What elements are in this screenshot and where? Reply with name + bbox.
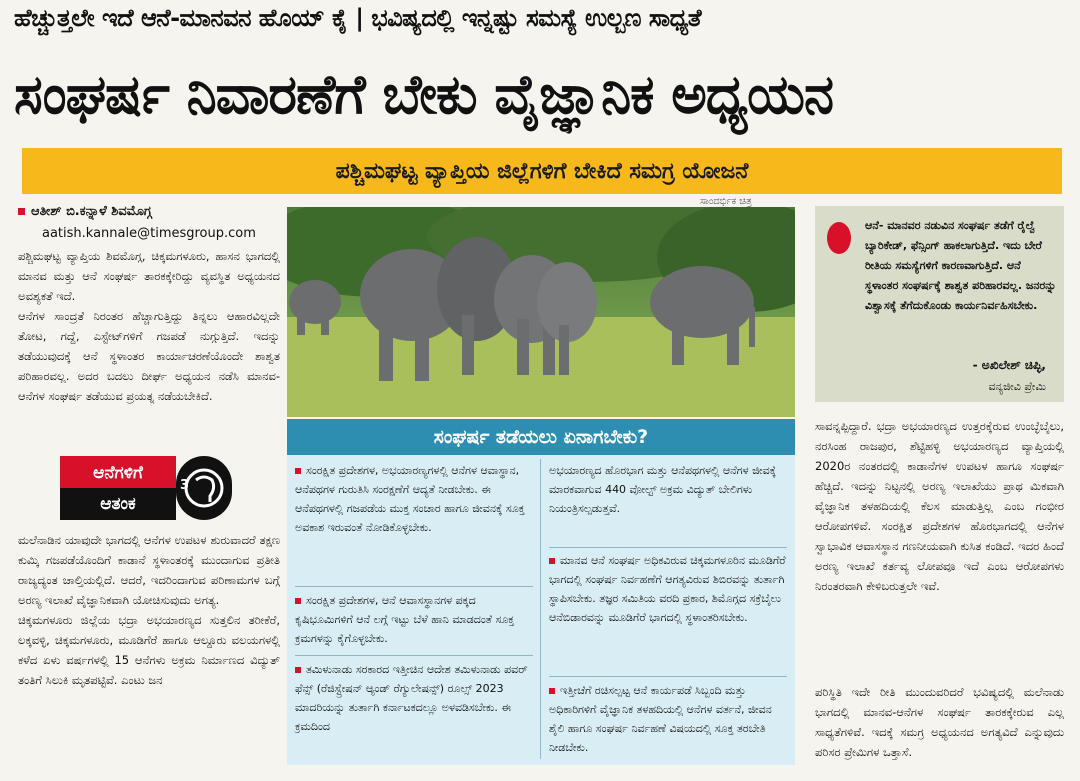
subheadline-banner: ಪಶ್ಚಿಮಘಟ್ಟ ವ್ಯಾಪ್ತಿಯ ಜಿಲ್ಲೆಗಳಿಗೆ ಬೇಕಿದೆ ಸಮಗ್ರ ಯೋಜನೆ (22, 148, 1062, 194)
box-item (295, 591, 533, 653)
box-item-continued: ಅಭಯಾರಣ್ಯದ ಹೊರಭಾಗ ಮತ್ತು ಆನೆಪಥಗಳಲ್ಲಿ ಆನೆಗಳ ಜೀವಕ್ಕೆ ಮಾರಕವಾಗುವ 440 ವೋಲ್ಟ್ ಅಕ್ರಮ ವಿದ್ಯುತ್ ಬೇಲಿಗಳು ನಿಯಂತ್ರಿಸಲ್ಪಡುತ್ತವೆ. (549, 464, 777, 515)
bullet-icon (295, 667, 301, 673)
main-headline: ಸಂಘರ್ಷ ನಿವಾರಣೆಗೆ ಬೇಕು ವೈಜ್ಞಾನಿಕ ಅಧ್ಯಯನ (14, 63, 833, 126)
right-column-top (815, 416, 1064, 678)
paragraph: ಆನೆಗಳ ಸಾಂದ್ರತೆ ನಿರಂತರ ಹೆಚ್ಚಾಗುತ್ತಿದ್ದು ತಿನ್ನಲು ಆಹಾರವಿಲ್ಲದೇ ತೋಟ, ಗದ್ದೆ, ಎಸ್ಟೇಟ್‌ಗಳಿಗೆ ಗಜಪಡೆ ನುಗ್ಗುತ್ತಿದೆ. ಇದನ್ನು ತಡೆಯುವುದಕ್ಕೆ ಆನೆ ಸ್ಥಳಾಂತರ ಕಾರ್ಯಾಚರಣೆಯೊಂದೇ ಶಾಶ್ವತ ಪರಿಹಾರವಲ್ಲ. ಅದರ ಬದಲು ದೀರ್ಘ ಅಧ್ಯಯನ ನಡೆಸಿ ಮಾನವ- ಆನೆಗಳ ಸಂಘರ್ಷ ತಡೆಯುವ ಪ್ರಯತ್ನ ನಡೆಯಬೇಕಿದೆ. (18, 309, 280, 403)
elephant-icon (176, 456, 232, 520)
author-email[interactable]: aatish.kannale@timesgroup.com (42, 226, 256, 241)
bullet-icon (295, 468, 301, 474)
bullet-icon (295, 598, 301, 604)
box-item (549, 681, 787, 761)
photo-illustration (287, 207, 795, 417)
paragraph: ಚಿಕ್ಕಮಗಳೂರು ಜಿಲ್ಲೆಯ ಭದ್ರಾ ಅಭಯಾರಣ್ಯದ ಸುತ್ತಲಿನ ತರೀಕೆರೆ, ಲಕ್ಕವಳ್ಳಿ, ಚಿಕ್ಕಮಗಳೂರು, ಮೂಡಿಗೆರೆ ಹಾಗೂ ಆಲ್ದೂರು ವಲಯಗಳಲ್ಲಿ ಕಳೆದ ಏಳು ವರ್ಷಗಳಲ್ಲಿ 15 ಆನೆಗಳು ಅಕ್ರಮ ನಿರ್ಮಾಣದ ವಿದ್ಯುತ್ ತಂತಿಗೆ ಸಿಲುಕಿ ಮೃತಪಟ್ಟಿವೆ. ಎಂಟು ಜನ (18, 613, 280, 687)
bullet-square-icon (18, 208, 25, 215)
box-item-text: ಸಂರಕ್ಷಿತ ಪ್ರದೇಶಗಳ, ಅಭಯಾರಣ್ಯಗಳಲ್ಲಿ ಆನೆಗಳ ಆವಾಸ್ಥಾನ, ಆನೆಪಥಗಳ ಗುರುತಿಸಿ ಸಂರಕ್ಷಣೆಗೆ ಆದ್ಯತೆ ನೀಡಬೇಕು. ಈ ಆನೆಪಥಗಳಲ್ಲಿ ಗಜಪಡೆಯ ಮುಕ್ತ ಸಂಚಾರ ಹಾಗೂ ಜೀವನಕ್ಕೆ ಸೂಕ್ತ ಅವಕಾಶ ಇರುವಂತೆ ನೋಡಿಕೊಳ್ಳಬೇಕು. (295, 464, 525, 534)
byline (18, 204, 152, 219)
quote-text: ಆನೆ- ಮಾನವರ ನಡುವಿನ ಸಂಘರ್ಷ ತಡೆಗೆ ರೈಲ್ವೆ ಬ್ಯಾರಿಕೇಡ್, ಫೆನ್ಸಿಂಗ್ ಹಾಕಲಾಗುತ್ತಿದೆ. ಇದು ಬೇರೆ ರೀತಿಯ ಸಮಸ್ಯೆಗಳಿಗೆ ಕಾರಣವಾಗುತ್ತಿದೆ. ಆನೆ ಸ್ಥಳಾಂತರ ಸಂಘರ್ಷಕ್ಕೆ ಶಾಶ್ವತ ಪರಿಹಾರವಲ್ಲ. ಜನರನ್ನು ವಿಶ್ವಾಸಕ್ಕೆ ತೆಗೆದುಕೊಂಡು ಕಾರ್ಯನಿರ್ವಹಿಸಬೇಕು. (865, 219, 1057, 312)
kicker-headline: ಹೆಚ್ಚುತ್ತಲೇ ಇದೆ ಆನೆ-ಮಾನವನ ಹೊಯ್ ಕೈ | ಭವಿಷ್ಯದಲ್ಲಿ ಇನ್ನಷ್ಟು ಸಮಸ್ಯೆ ಉಲ್ಬಣ ಸಾಧ್ಯತೆ (14, 4, 702, 32)
quote-author: - ಅಖಿಲೇಶ್ ಚಿಪ್ಳಿ, (972, 358, 1046, 372)
box-item (549, 551, 787, 673)
quote-box (815, 206, 1064, 402)
right-column-bottom (815, 682, 1064, 772)
elephant-herd-photo (287, 207, 795, 417)
box-item-divider (549, 676, 787, 677)
box-item-divider (295, 586, 533, 587)
box-item-text: ಇತ್ತೀಚೆಗೆ ರಚಿಸಲ್ಪಟ್ಟ ಆನೆ ಕಾರ್ಯಪಡೆ ಸಿಬ್ಬಂದಿ ಮತ್ತು ಅಧಿಕಾರಿಗಳಿಗೆ ವೈಜ್ಞಾನಿಕ ತಳಹದಿಯಲ್ಲಿ ಆನೆಗಳ ವರ್ತನೆ, ಜೀವನ ಶೈಲಿ ಹಾಗೂ ಸಂಘರ್ಷ ನಿರ್ವಹಣೆ ವಿಷಯದಲ್ಲಿ ಸೂಕ್ತ ತರಬೇತಿ ನೀಡಬೇಕು. (549, 684, 772, 754)
bullet-icon (549, 558, 555, 564)
quote-mark-icon (827, 222, 851, 254)
series-subtitle: ಆತಂಕ (60, 488, 176, 520)
series-logo (60, 456, 230, 522)
series-number: 3 (180, 478, 190, 493)
box-title: ಸಂಘರ್ಷ ತಡೆಯಲು ಏನಾಗಬೇಕು? (287, 419, 795, 455)
byline-text: ಆತೀಶ್ ಬಿ.ಕನ್ನಾಳೆ ಶಿವಮೊಗ್ಗ (31, 204, 152, 219)
box-item (295, 461, 533, 583)
quote-author-role: ವನ್ಯಜೀವಿ ಪ್ರೇಮಿ (988, 380, 1046, 393)
box-item-text: ಸಂರಕ್ಷಿತ ಪ್ರದೇಶಗಳ, ಆನೆ ಆವಾಸಸ್ಥಾನಗಳ ಪಕ್ಕದ ಕೃಷಿಭೂಮಿಗಳಿಗೆ ಆನೆ ಲಗ್ಗೆ ಇಟ್ಟು ಬೆಳೆ ಹಾನಿ ಮಾಡದಂತೆ ಸೂಕ್ತ ಕ್ರಮಗಳನ್ನು ಕೈಗೊಳ್ಳಬೇಕು. (295, 594, 515, 645)
box-item-divider (295, 655, 533, 656)
left-column-top (18, 246, 280, 454)
box-item-text: ತಮಿಳುನಾಡು ಸರಕಾರದ ಇತ್ತೀಚಿನ ಆದೇಶ ತಮಿಳುನಾಡು ಪವರ್ ಫೆನ್ಸ್ (ರೆಜಿಸ್ಟ್ರೇಷನ್ ಆ್ಯಂಡ್ ರೆಗ್ಯುಲೇಷನ್ಸ್) ರೂಲ್ಸ್ 2023 ಮಾದರಿಯನ್ನು ತುರ್ತಾಗಿ ಕರ್ನಾಟಕದಲ್ಲೂ ಅಳವಡಿಸಬೇಕು. ಈ ಕ್ರಮದಿಂದ (295, 663, 528, 733)
paragraph: ಪರಿಸ್ಥಿತಿ ಇದೇ ರೀತಿ ಮುಂದುವರಿದರೆ ಭವಿಷ್ಯದಲ್ಲಿ ಮಲೆನಾಡು ಭಾಗದಲ್ಲಿ ಮಾನವ-ಆನೆಗಳ ಸಂಘರ್ಷ ತಾರಕಕ್ಕೇರುವ ಎಲ್ಲ ಸಾಧ್ಯತೆಗಳಿವೆ. ಇದಕ್ಕೆ ಸಮಗ್ರ ಅಧ್ಯಯನದ ಅಗತ್ಯವಿದೆ ಎನ್ನುವುದು ಪರಿಸರ ಪ್ರೇಮಿಗಳ ಒತ್ತಾಸೆ. (815, 685, 1064, 759)
paragraph: ಸಾವನ್ನಪ್ಪಿದ್ದಾರೆ. ಭದ್ರಾ ಅಭಯಾರಣ್ಯದ ಉತ್ತರಕ್ಕೆರುವ ಉಂಬ್ಳೆಬೈಲು, ನರಸಿಂಹ ರಾಜಪುರ, ಶೆಟ್ಟಿಹಳ್ಳಿ ಅಭಯಾರಣ್ಯದ ವ್ಯಾಪ್ತಿಯಲ್ಲಿ 2020ರ ನಂತರದಲ್ಲಿ ಕಾಡಾನೆಗಳ ಉಪಟಳ ಹಾಗೂ ಸಂಘರ್ಷ ಹೆಚ್ಚಿದೆ. ಇದನ್ನು ನಿಟ್ಟನಲ್ಲಿ ಅರಣ್ಯ ಇಲಾಖೆಯು ಪ್ರಾಥ ಮಿಕವಾಗಿ ವೈಜ್ಞಾನಿಕ ತಳಹದಿಯಲ್ಲಿ ಕೆಲಸ ಮಾಡುತ್ತಿಲ್ಲ ಎಂಬ ಗಂಭೀರ ಆರೋಪಗಳಿವೆ. ಸಂರಕ್ಷಿತ ಪ್ರದೇಶಗಳ ಹೊರಭಾಗದಲ್ಲಿ ಆನೆಗಳ ಸ್ವಾಭಾವಿಕ ಆವಾಸಸ್ಥಾನ ಗಣನೀಯವಾಗಿ ಕುಸಿತ ಕಂಡಿದೆ. ಇದರ ಹಿಂದೆ ಅರಣ್ಯ ಇಲಾಖೆ ಕರ್ತವ್ಯ ಲೋಪವೂ ಇದೆ ಎಂಬ ಆರೋಪಗಳು ನಿರಂತರವಾಗಿ ಕೇಳಿಬರುತ್ತಲೇ ಇವೆ. (815, 419, 1064, 593)
box-item-text: ಮಾನವ ಆನೆ ಸಂಘರ್ಷ ಅಧಿಕವಿರುವ ಚಿಕ್ಕಮಗಳೂರಿನ ಮೂಡಿಗೆರೆ ಭಾಗದಲ್ಲಿ ಸಂಘರ್ಷ ನಿರ್ವಹಣೆಗೆ ಆಗತ್ಯವಿರುವ ಶಿಬಿರವನ್ನು ತುರ್ತಾಗಿ ಸ್ಥಾಪಿಸಬೇಕು. ತಜ್ಞರ ಸಮಿತಿಯ ವರದಿ ಪ್ರಕಾರ, ಶಿಮೊಗ್ಗದ ಸಕ್ರೆಬೈಲು ಆನೆಬಿಡಾರವನ್ನು ಮೂಡಿಗೆರೆ ಭಾಗದಲ್ಲಿ ಸ್ಥಳಾಂತರಿಸಬೇಕು. (549, 554, 786, 624)
box-column-divider (540, 459, 541, 759)
left-column-bottom (18, 530, 280, 770)
box-item (295, 660, 533, 760)
paragraph: ಪಶ್ಚಿಮಘಟ್ಟ ವ್ಯಾಪ್ತಿಯ ಶಿವಮೊಗ್ಗ, ಚಿಕ್ಕಮಗಳೂರು, ಹಾಸನ ಭಾಗದಲ್ಲಿ ಮಾನವ ಮತ್ತು ಆನೆ ಸಂಘರ್ಷ ತಾರಕಕ್ಕೇರಿದ್ದು ವ್ಯವಸ್ಥಿತ ಅಧ್ಯಯನದ ಅವಶ್ಯಕತೆ ಇದೆ. (18, 249, 280, 303)
paragraph: ಮಲೆನಾಡಿನ ಯಾವುದೇ ಭಾಗದಲ್ಲಿ ಆನೆಗಳ ಉಪಟಳ ಶುರುವಾದರೆ ತಕ್ಷಣ ಕುಮ್ಕಿ ಗಜಪಡೆಯೊಂದಿಗೆ ಕಾಡಾನೆ ಸ್ಥಳಾಂತರಕ್ಕೆ ಮುಂದಾಗುವ ಪ್ರತೀತಿ ರಾಜ್ಯದ್ಯಂತ ಚಾಲ್ತಿಯಲ್ಲಿದೆ. ಆದರೆ, ಇದರಿಂದಾಗುವ ಪರಿಣಾಮಗಳ ಬಗ್ಗೆ ಅರಣ್ಯ ಇಲಾಖೆ ವೈಜ್ಞಾನಿಕವಾಗಿ ಯೋಚಿಸುವುದು ಅಗತ್ಯ. (18, 533, 280, 607)
box-body (287, 455, 795, 765)
photo-credit: ಸಾಂದರ್ಭಿಕ ಚಿತ್ರ (700, 196, 752, 207)
box-item-divider (549, 547, 787, 548)
bullet-icon (549, 688, 555, 694)
series-title: ಆನೆಗಳಿಗೆ (60, 456, 176, 490)
